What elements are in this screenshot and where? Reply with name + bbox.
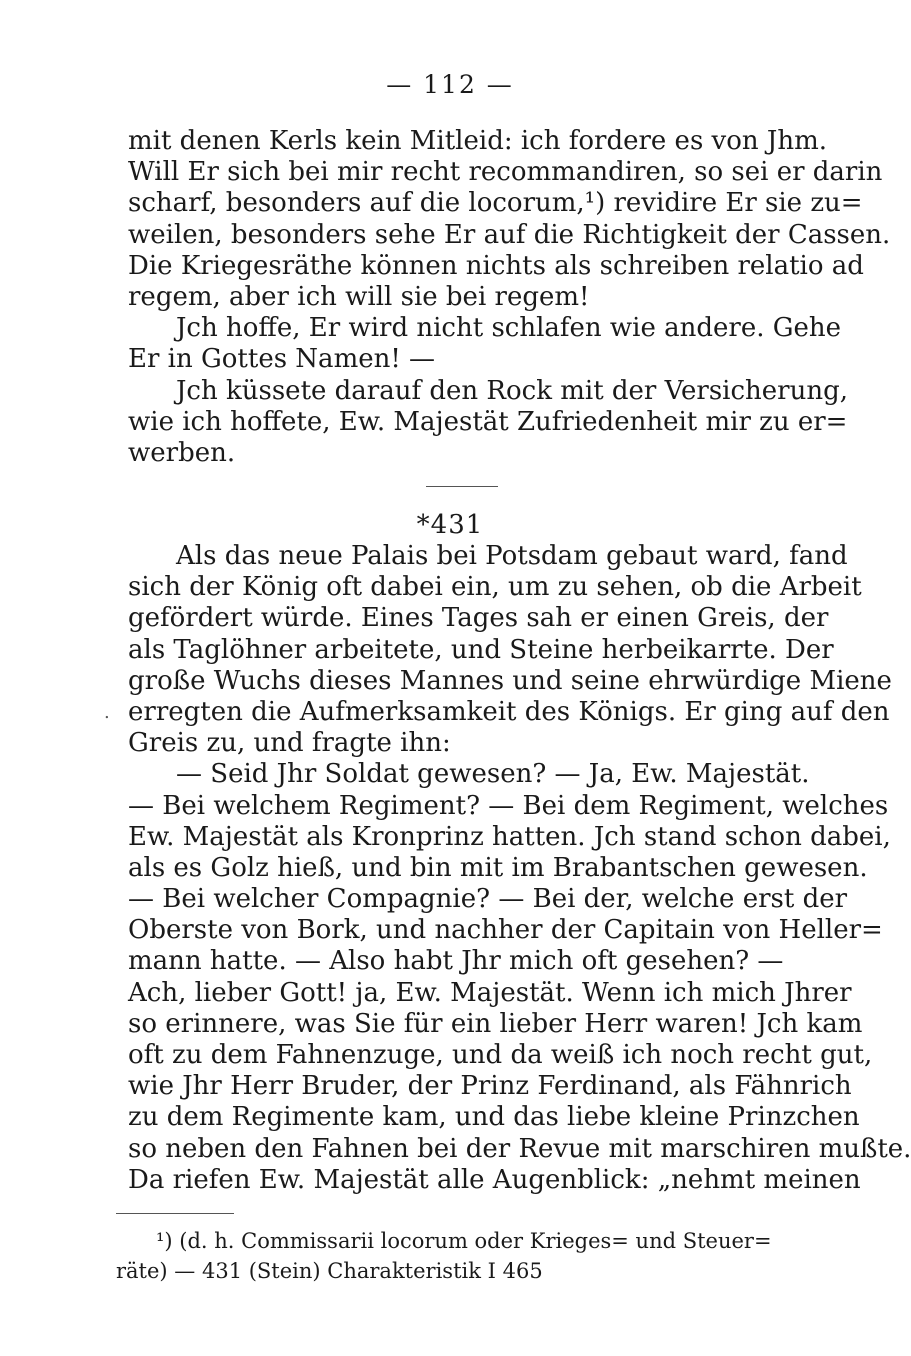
text-line: Als das neue Palais bei Potsdam gebaut ward, fand [176, 541, 848, 571]
text-line: Jch hoffe, Er wird nicht schlafen wie andere. Gehe [176, 313, 842, 344]
text-line: zu dem Regimente kam, und das liebe kleine Prinzchen [128, 1102, 860, 1133]
text-line: weilen, besonders sehe Er auf die Richtigkeit der Cassen. [128, 219, 891, 250]
text-line: Greis zu, und fragte ihn: [128, 728, 451, 759]
text-line: — Seid Jhr Soldat gewesen? — Ja, Ew. Majestät. [176, 759, 810, 790]
text-line: wie Jhr Herr Bruder, der Prinz Ferdinand, als Fähnrich [128, 1071, 852, 1102]
text-line: scharf, besonders auf die locorum,¹) revidire Er sie zu= [128, 188, 863, 219]
text-line: Er in Gottes Namen! — [128, 344, 436, 375]
text-line: oft zu dem Fahnenzuge, und da weiß ich noch recht gut, [128, 1040, 873, 1070]
text-line: Die Kriegesräthe können nichts als schreiben relatio ad [128, 250, 864, 281]
text-line: mann hatte. — Also habt Jhr mich oft gesehen? — [128, 946, 784, 977]
text-line: Oberste von Bork, und nachher der Capitain von Heller= [128, 915, 883, 946]
footnote-line: ¹) (d. h. Commissarii locorum oder Krieges= und Steuer= [156, 1229, 772, 1253]
text-block-continued [128, 126, 891, 469]
text-block-section-431 [128, 541, 911, 1196]
footnote-line: räte) — 431 (Stein) Charakteristik I 465 [116, 1259, 543, 1283]
text-line: große Wuchs dieses Mannes und seine ehrwürdige Miene [128, 665, 892, 696]
text-line: — Bei welcher Compagnie? — Bei der, welche erst der [128, 884, 848, 915]
text-line: Will Er sich bei mir recht recommandiren, so sei er darin [128, 157, 883, 188]
text-line: sich der König oft dabei ein, um zu sehen, ob die Arbeit [128, 572, 862, 603]
text-line: Ach, lieber Gott! ja, Ew. Majestät. Wenn ich mich Jhrer [128, 977, 852, 1008]
margin-mark: . [104, 702, 110, 723]
section-heading: *431 [416, 510, 484, 540]
text-line: werben. [128, 437, 236, 468]
text-line: gefördert würde. Eines Tages sah er einen Greis, der [128, 603, 829, 634]
text-line: Ew. Majestät als Kronprinz hatten. Jch stand schon dabei, [128, 821, 891, 852]
text-line: als Taglöhner arbeitete, und Steine herbeikarrte. Der [128, 634, 834, 665]
section-divider [426, 486, 498, 487]
text-line: Da riefen Ew. Majestät alle Augenblick: „nehmt meinen [128, 1164, 861, 1195]
footnote [116, 1226, 796, 1286]
footnote-divider [116, 1213, 234, 1214]
text-line: — Bei welchem Regiment? — Bei dem Regiment, welches [128, 790, 889, 821]
text-line: wie ich hoffete, Ew. Majestät Zufriedenheit mir zu er= [128, 406, 848, 437]
text-line: als es Golz hieß, und bin mit im Brabantschen gewesen. [128, 852, 868, 883]
text-line: Jch küssete darauf den Rock mit der Versicherung, [176, 375, 849, 406]
text-line: mit denen Kerls kein Mitleid: ich fordere es von Jhm. [128, 126, 827, 156]
text-line: so erinnere, was Sie für ein lieber Herr waren! Jch kam [128, 1008, 863, 1039]
text-line: so neben den Fahnen bei der Revue mit marschiren mußte. [128, 1133, 911, 1164]
text-line: regem, aber ich will sie bei regem! [128, 281, 590, 312]
page-number: — 112 — [386, 70, 514, 99]
text-line: erregten die Aufmerksamkeit des Königs. Er ging auf den [128, 696, 890, 727]
